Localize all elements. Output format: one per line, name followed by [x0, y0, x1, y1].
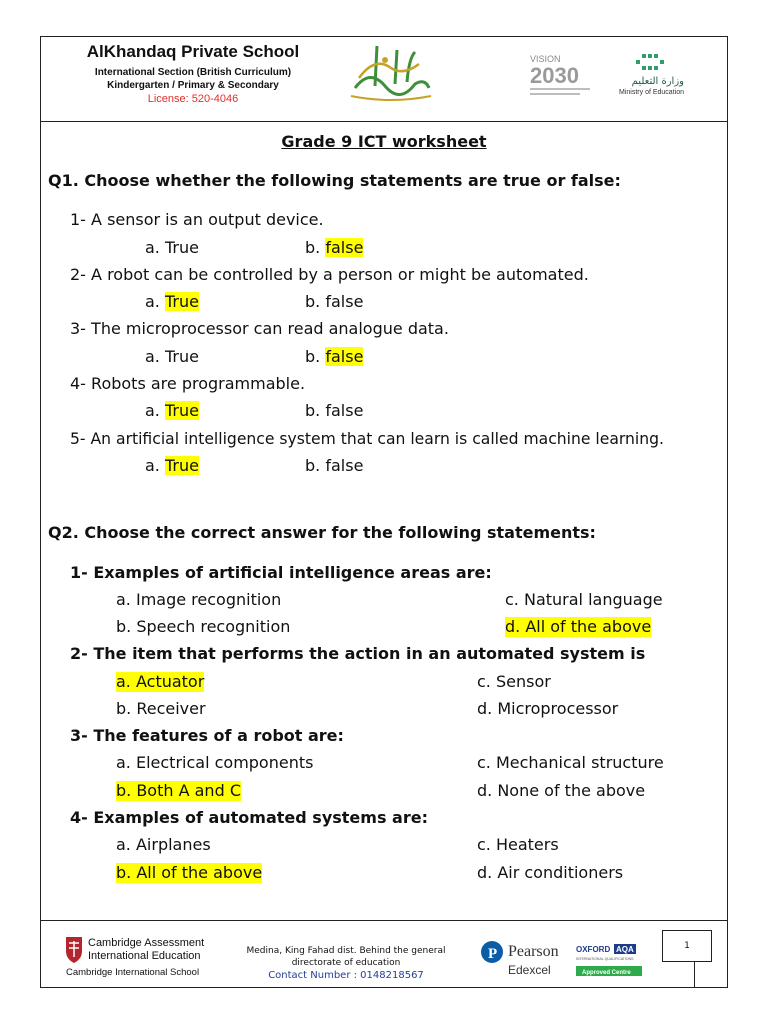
svg-text:P: P	[488, 946, 498, 962]
q2-2-option-d[interactable]: d. Microprocessor	[477, 699, 619, 718]
ministry-of-education-logo	[614, 52, 686, 98]
q2-question-2: 2- The item that performs the action in an automated system is	[70, 644, 646, 663]
aqa-text: AQA	[616, 945, 634, 954]
q2-1-option-d[interactable]: d. All of the above	[505, 617, 652, 636]
edexcel-text: Edexcel	[508, 963, 551, 977]
vision-label: VISION	[530, 54, 561, 64]
worksheet-title: Grade 9 ICT worksheet	[281, 132, 487, 151]
oxford-subtitle: INTERNATIONAL QUALIFICATIONS	[576, 957, 634, 961]
q2-3-option-b[interactable]: b. Both A and C	[116, 781, 241, 800]
page-box-tick	[694, 962, 695, 988]
q1-5-option-a[interactable]: a. True	[145, 456, 199, 475]
answer-highlight: True	[164, 456, 199, 475]
q1-3-option-a[interactable]: a. True	[145, 347, 199, 366]
q2-4-option-c[interactable]: c. Heaters	[477, 835, 559, 854]
q2-1-option-c[interactable]: c. Natural language	[505, 590, 663, 609]
school-calligraphy-logo	[345, 38, 437, 104]
q2-3-option-a[interactable]: a. Electrical components	[116, 753, 314, 772]
q1-5-option-b[interactable]: b. false	[305, 456, 364, 475]
q1-1-option-a[interactable]: a. True	[145, 238, 199, 257]
q2-4-option-a[interactable]: a. Airplanes	[116, 835, 211, 854]
q1-statement-5: 5- An artificial intelligence system that can learn is called machine learning.	[70, 430, 665, 448]
vision-year: 2030	[530, 63, 579, 88]
q2-2-option-c[interactable]: c. Sensor	[477, 672, 551, 691]
q1-statement-2: 2- A robot can be controlled by a person or might be automated.	[70, 265, 589, 284]
answer-highlight: True	[164, 292, 199, 311]
cambridge-line-1: Cambridge Assessment	[88, 937, 205, 949]
q2-question-1: 1- Examples of artificial intelligence areas are:	[70, 563, 492, 582]
school-subtitle-1: International Section (British Curriculum)	[94, 67, 292, 78]
q2-3-option-c[interactable]: c. Mechanical structure	[477, 753, 664, 772]
cambridge-logo	[64, 935, 214, 979]
footer-divider	[40, 920, 728, 921]
oxford-text: OXFORD	[576, 945, 611, 954]
answer-highlight: false	[325, 238, 364, 257]
q1-statement-4: 4- Robots are programmable.	[70, 374, 306, 393]
pearson-text: Pearson	[508, 943, 559, 960]
q2-3-option-d[interactable]: d. None of the above	[477, 781, 646, 800]
school-license: License: 520-4046	[147, 93, 239, 105]
q1-1-option-b[interactable]: b. false	[305, 238, 364, 257]
school-subtitle-2: Kindergarten / Primary & Secondary	[107, 80, 279, 91]
q1-2-option-a[interactable]: a. True	[145, 292, 199, 311]
oxford-aqa-logo	[574, 942, 658, 980]
approved-centre: Approved Centre	[582, 970, 631, 976]
q2-question-3: 3- The features of a robot are:	[70, 726, 344, 745]
moe-arabic: وزارة التعليم	[631, 76, 684, 87]
q2-question-4: 4- Examples of automated systems are:	[70, 808, 428, 827]
q1-4-option-b[interactable]: b. false	[305, 401, 364, 420]
cambridge-line-3: Cambridge International School	[66, 967, 200, 978]
answer-highlight: false	[325, 347, 364, 366]
address-line-1: Medina, King Fahad dist. Behind the general	[246, 946, 446, 956]
q1-4-option-a[interactable]: a. True	[145, 401, 199, 420]
header-divider	[40, 121, 728, 122]
page-number: 1	[662, 930, 712, 962]
q2-2-option-b[interactable]: b. Receiver	[116, 699, 206, 718]
q1-statement-1: 1- A sensor is an output device.	[70, 210, 324, 229]
moe-english: Ministry of Education	[619, 89, 684, 96]
q1-statement-3: 3- The microprocessor can read analogue data.	[70, 319, 449, 338]
q2-heading: Q2. Choose the correct answer for the following statements:	[48, 523, 596, 542]
q2-1-option-a[interactable]: a. Image recognition	[116, 590, 282, 609]
q2-4-option-d[interactable]: d. Air conditioners	[477, 863, 624, 882]
school-name: AlKhandaq Private School	[86, 42, 300, 61]
vision-2030-logo	[526, 50, 596, 98]
q1-heading: Q1. Choose whether the following statements are true or false:	[48, 171, 621, 190]
address-line-2: directorate of education	[291, 958, 401, 968]
cambridge-line-2: International Education	[88, 950, 201, 962]
q1-3-option-b[interactable]: b. false	[305, 347, 364, 366]
contact-number: Contact Number : 0148218567	[268, 970, 424, 981]
q2-4-option-b[interactable]: b. All of the above	[116, 863, 263, 882]
q2-2-option-a[interactable]: a. Actuator	[116, 672, 205, 691]
cambridge-shield-icon	[66, 937, 82, 963]
pearson-edexcel-logo	[480, 934, 570, 980]
q2-1-option-b[interactable]: b. Speech recognition	[116, 617, 291, 636]
q1-2-option-b[interactable]: b. false	[305, 292, 364, 311]
answer-highlight: True	[164, 401, 199, 420]
